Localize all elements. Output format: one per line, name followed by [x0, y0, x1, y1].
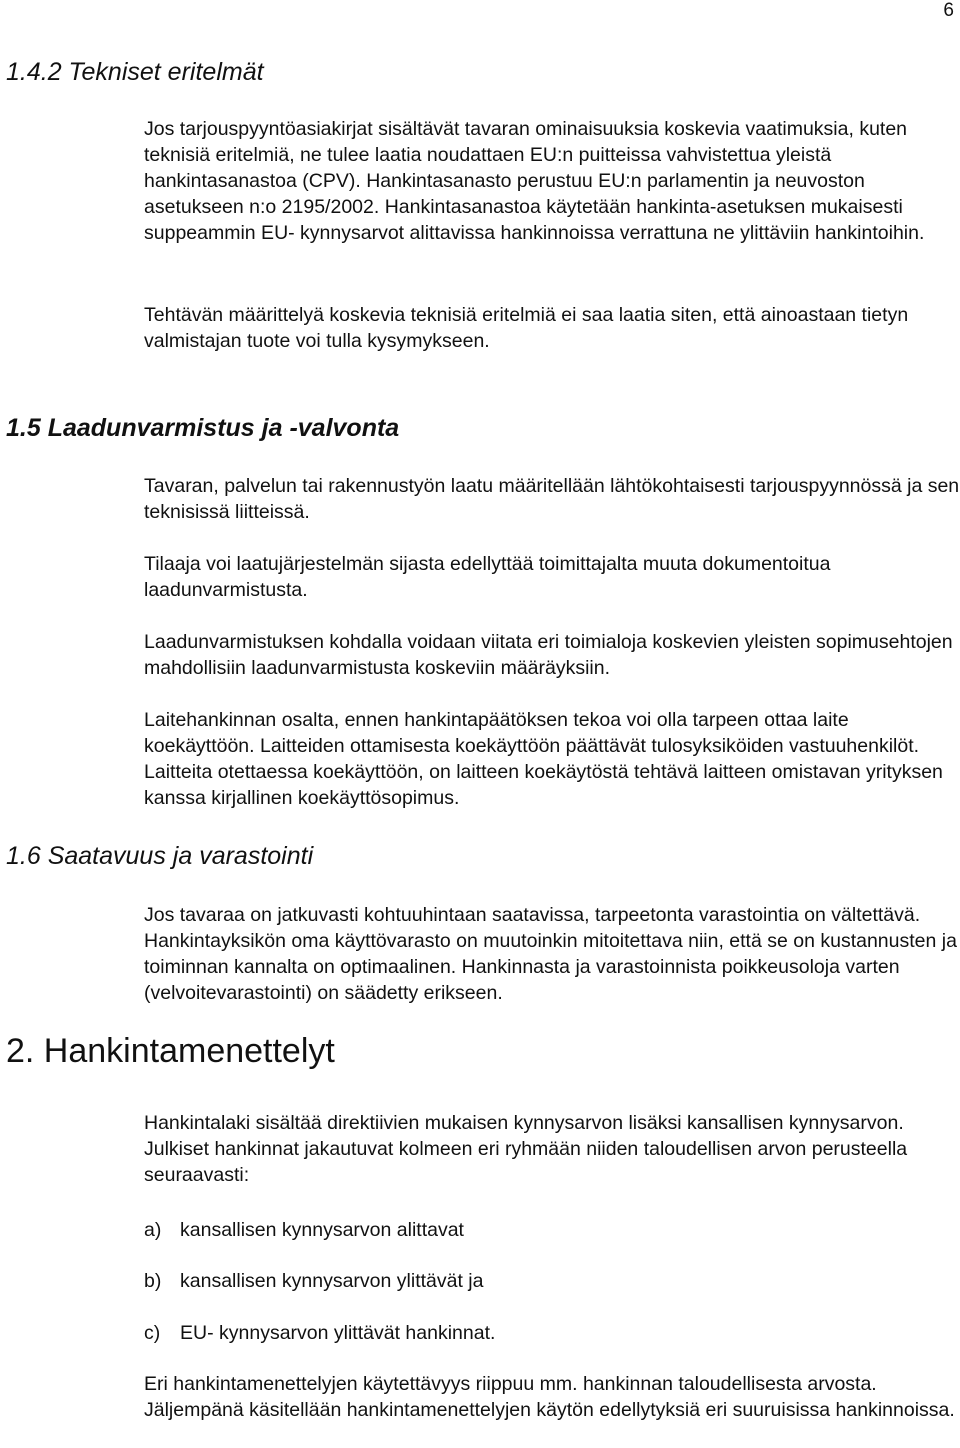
- list-text: EU- kynnysarvon ylittävät hankinnat.: [180, 1322, 496, 1344]
- section-2-heading: 2. Hankintamenettelyt: [6, 1032, 335, 1070]
- section-2-closing: Eri hankintamenettelyjen käytettävyys riippuu mm. hankinnan taloudellisesta arvosta. Jäljempänä käsitellään hankintamenettelyjen käytön edellytyksiä eri suuruisissa hankinnoissa.: [144, 1373, 955, 1421]
- section-15-paragraph-1: Tavaran, palvelun tai rakennustyön laatu määritellään lähtökohtaisesti tarjouspyynnössä ja sen teknisissä liitteissä.: [144, 475, 960, 523]
- section-15-paragraph-3: Laadunvarmistuksen kohdalla voidaan viitata eri toimialoja koskevien yleisten sopimusehtojen mahdollisiin laadunvarmistusta koskeviin määräyksiin.: [144, 631, 953, 679]
- section-15-paragraph-2: Tilaaja voi laatujärjestelmän sijasta edellyttää toimittajalta muuta dokumentoitua laadunvarmistusta.: [144, 553, 831, 601]
- page-number: 6: [943, 0, 954, 21]
- list-marker: b): [144, 1270, 162, 1292]
- section-2-intro: Hankintalaki sisältää direktiivien mukaisen kynnysarvon lisäksi kansallisen kynnysarvon. Julkiset hankinnat jakautuvat kolmeen eri ryhmään niiden taloudellisen arvon perusteella seuraavasti:: [144, 1112, 908, 1186]
- section-142-heading: 1.4.2 Tekniset eritelmät: [6, 58, 264, 86]
- list-text: kansallisen kynnysarvon ylittävät ja: [180, 1270, 484, 1292]
- section-16-paragraph-1: Jos tavaraa on jatkuvasti kohtuuhintaan saatavissa, tarpeetonta varastointia on vältettävä. Hankintayksikön oma käyttövarasto on muutoinkin mitoitettava niin, että se on kustannusten ja toiminnan kannalta on optimaalinen. Hankinnasta ja varastoinnista poikkeusoloja varten (velvoitevarastointi) on säädetty erikseen.: [144, 904, 957, 1004]
- list-item-a: [144, 1217, 464, 1243]
- section-142-paragraph-1: Jos tarjouspyyntöasiakirjat sisältävät tavaran ominaisuuksia koskevia vaatimuksia, kuten teknisiä eritelmiä, ne tulee laatia noudattaen EU:n puitteissa vahvistettua yleistä hankintasanastoa (CPV). Hankintasanasto perustuu EU:n parlamentin ja neuvoston asetukseen n:o 2195/2002. Hankintasanastoa käytetään hankinta-asetuksen mukaisesti suppeammin EU- kynnysarvot alittavissa hankinnoissa verrattuna ne ylittäviin hankintoihin.: [144, 118, 925, 244]
- section-15-paragraph-4: Laitehankinnan osalta, ennen hankintapäätöksen tekoa voi olla tarpeen ottaa laite koekäyttöön. Laitteiden ottamisesta koekäyttöön päättävät tulosyksiköiden vastuuhenkilöt. Laitteita otettaessa koekäyttöön, on laitteen koekäytöstä tehtävä laitteen omistavan yrityksen kanssa kirjallinen koekäyttösopimus.: [144, 709, 943, 809]
- section-142-paragraph-2: Tehtävän määrittelyä koskevia teknisiä eritelmiä ei saa laatia siten, että ainoastaan tietyn valmistajan tuote voi tulla kysymykseen.: [144, 304, 909, 352]
- list-item-c: [144, 1320, 495, 1346]
- list-text: kansallisen kynnysarvon alittavat: [180, 1219, 464, 1241]
- list-marker: c): [144, 1322, 161, 1344]
- section-16-heading: 1.6 Saatavuus ja varastointi: [6, 842, 314, 870]
- section-15-heading: 1.5 Laadunvarmistus ja -valvonta: [6, 414, 400, 442]
- list-marker: a): [144, 1219, 162, 1241]
- list-item-b: [144, 1268, 483, 1294]
